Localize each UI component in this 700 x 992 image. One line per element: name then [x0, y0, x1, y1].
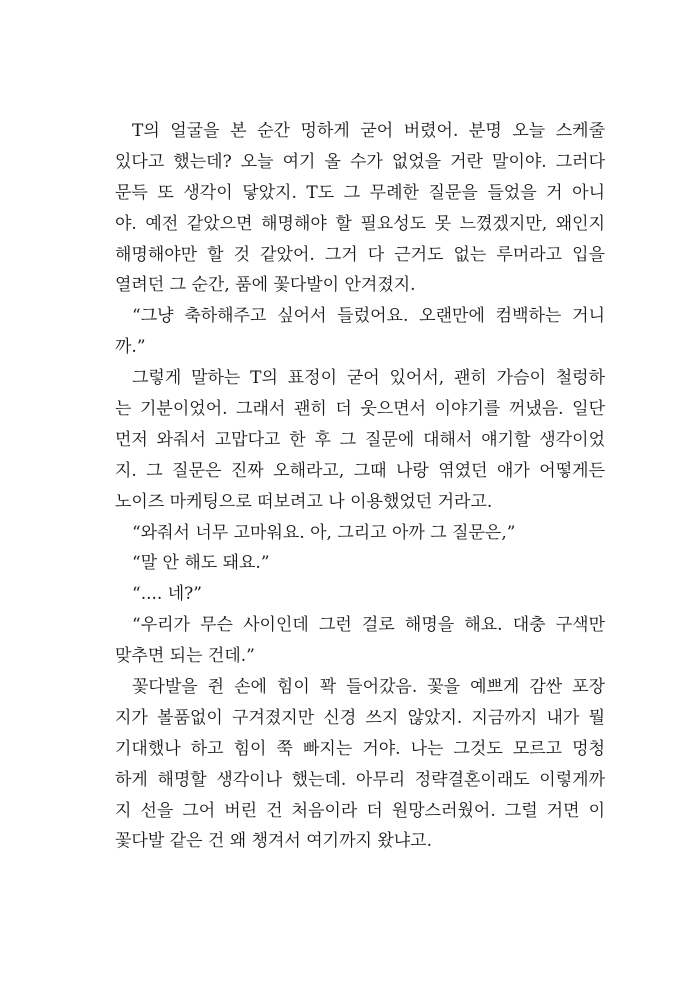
- text-line: “.... 네?”: [132, 584, 202, 605]
- text-line: 먼저 와줘서 고맙다고 한 후 그 질문에 대해서 얘기할 생각이었: [115, 429, 605, 450]
- text-line: 그렇게 말하는 T의 표정이 굳어 있어서, 괜히 가슴이 철렁하: [132, 368, 605, 389]
- text-line: T의 얼굴을 본 순간 멍하게 굳어 버렸어. 분명 오늘 스케줄: [132, 121, 605, 141]
- text-line: 문득 또 생각이 닿았지. T도 그 무례한 질문을 들었을 거 아니: [115, 182, 605, 203]
- text-line: 는 기분이었어. 그래서 괜히 더 웃으면서 이야기를 꺼냈음. 일단: [115, 399, 605, 420]
- text-line: “우리가 무슨 사이인데 그런 걸로 해명을 해요. 대충 구색만: [132, 615, 605, 636]
- text-line: 야. 예전 같았으면 해명해야 할 필요성도 못 느꼈겠지만, 왜인지: [115, 213, 605, 234]
- text-line: 지 선을 그어 버린 건 처음이라 더 원망스러웠어. 그럴 거면 이: [115, 800, 605, 821]
- text-line: 꽃다발 같은 건 왜 챙겨서 여기까지 왔냐고.: [115, 831, 433, 852]
- text-line: 있다고 했는데? 오늘 여기 올 수가 없었을 거란 말이야. 그러다: [115, 151, 605, 172]
- text-line: 하게 해명할 생각이나 했는데. 아무리 정략결혼이래도 이렇게까: [115, 769, 605, 790]
- text-line: “그냥 축하해주고 싶어서 들렀어요. 오랜만에 컴백하는 거니: [132, 306, 605, 327]
- text-line: “와줘서 너무 고마워요. 아, 그리고 아까 그 질문은,”: [132, 522, 516, 543]
- text-line: 기대했나 하고 힘이 쭉 빠지는 거야. 나는 그것도 모르고 멍청: [115, 738, 605, 759]
- text-line: 맞추면 되는 건데.”: [115, 646, 255, 667]
- text-line: “말 안 해도 돼요.”: [132, 553, 270, 574]
- text-line: 해명해야만 할 것 같았어. 그거 다 근거도 없는 루머라고 입을: [115, 244, 605, 265]
- text-line: 지. 그 질문은 진짜 오해라고, 그때 나랑 엮였던 애가 어떻게든: [115, 460, 605, 481]
- body-text: [115, 116, 605, 857]
- text-line: 지가 볼품없이 구겨졌지만 신경 쓰지 않았지. 지금까지 내가 뭘: [115, 707, 605, 728]
- text-line: 꽃다발을 쥔 손에 힘이 꽉 들어갔음. 꽃을 예쁘게 감싼 포장: [132, 677, 605, 698]
- text-line: 노이즈 마케팅으로 떠보려고 나 이용했었던 거라고.: [115, 491, 493, 512]
- text-line: 열려던 그 순간, 품에 꽃다발이 안겨졌지.: [115, 275, 416, 296]
- text-line: 까.”: [115, 337, 146, 358]
